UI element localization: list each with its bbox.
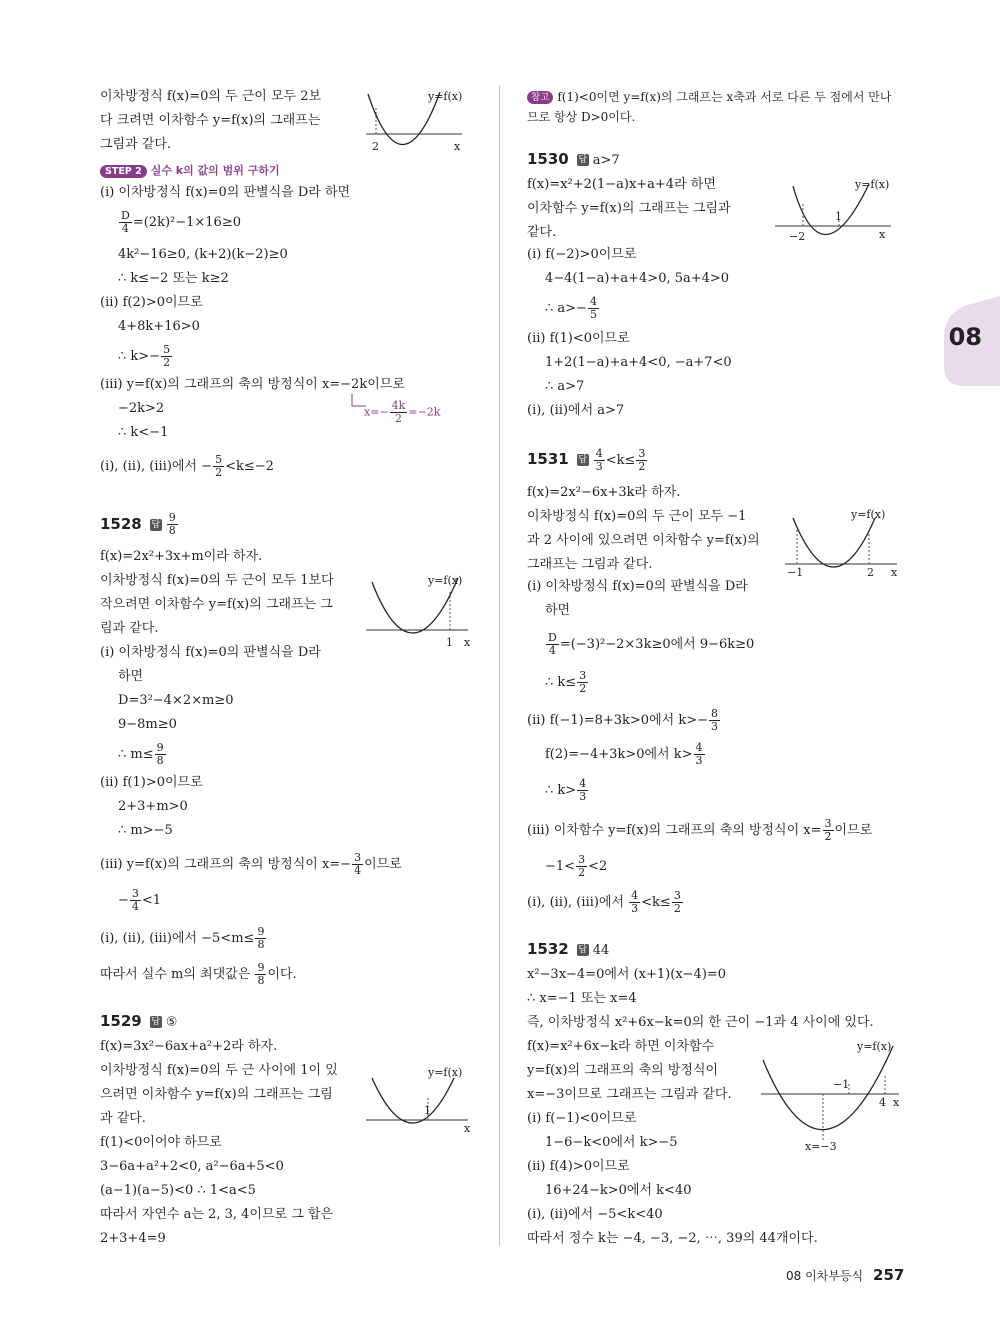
answer-icon: 답 xyxy=(151,519,161,530)
p1532-graph-tick-left: −1 xyxy=(833,1078,850,1091)
p1531-line-3: 과 2 사이에 있으려면 이차함수 y=f(x)의 xyxy=(527,533,760,548)
page-number: 257 xyxy=(873,1266,905,1284)
answer-icon: 답 xyxy=(578,944,588,955)
p1532-line-5: y=f(x)의 그래프의 축의 방정식이 xyxy=(527,1063,719,1078)
p1532-line-6: x=−3이므로 그래프는 그림과 같다. xyxy=(527,1087,732,1102)
s2-line-8: (ⅲ) y=f(x)의 그래프의 축의 방정식이 x=−2k이므로 xyxy=(100,377,405,392)
p1532-graph-vertex: x=−3 xyxy=(805,1140,837,1152)
p1528-line-11: 2+3+m>0 xyxy=(118,799,188,814)
answer-icon: 답 xyxy=(578,154,588,165)
p1531-line-4: 그래프는 그림과 같다. xyxy=(527,557,653,572)
five-halves-fraction: $\frac{5}{2}$ xyxy=(163,343,171,369)
s2-line-6: 4+8k+16>0 xyxy=(118,319,200,334)
step2-badge: STEP 2 xyxy=(100,165,147,178)
chapter-tab-label: 08 xyxy=(948,323,982,351)
p1529-line-1: f(x)=3x²−6ax+a²+2라 하자. xyxy=(100,1039,278,1054)
intro-parabola-graph xyxy=(362,86,480,158)
p1530-line-4: (ⅰ) f(−2)>0이므로 xyxy=(527,247,637,262)
p1529-line-4: 과 같다. xyxy=(100,1111,146,1126)
p1532-line-8: 1−6−k<0에서 k>−5 xyxy=(545,1135,678,1150)
p1530-line-1: f(x)=x²+2(1−a)x+a+4라 하면 xyxy=(527,177,716,192)
p1531-line-10: f(2)=−4+3k>0에서 k> $\frac{4}{3}$ xyxy=(545,741,703,767)
p1530-line-6: ∴ a>− $\frac{4}{5}$ xyxy=(545,295,597,321)
p1528-parabola-graph xyxy=(362,568,480,658)
s2-line-3: 4k²−16≥0, (k+2)(k−2)≥0 xyxy=(118,247,288,262)
p1528-line-6: 하면 xyxy=(118,669,144,684)
answer-icon: 답 xyxy=(151,1016,161,1027)
p1532-line-10: 16+24−k>0에서 k<40 xyxy=(545,1183,692,1198)
p1528-line-7: D=3²−4×2×m≥0 xyxy=(118,693,234,708)
intro-line-2: 다 크려면 이차함수 y=f(x)의 그래프는 xyxy=(100,113,321,128)
problem-1532-header: 1532 답 44 xyxy=(527,940,610,958)
answer-icon: 답 xyxy=(578,454,588,465)
p1530-line-10: (ⅰ), (ⅱ)에서 a>7 xyxy=(527,403,625,418)
p1531-line-13: −1< $\frac{3}{2}$ <2 xyxy=(545,853,608,879)
s2-line-5: (ⅱ) f(2)>0이므로 xyxy=(100,295,203,310)
p1531-graph-tick-right: 2 xyxy=(867,566,874,579)
p1529-parabola-graph xyxy=(362,1060,480,1150)
p1528-line-10: (ⅱ) f(1)>0이므로 xyxy=(100,775,203,790)
note-line-2: 므로 항상 D>0이다. xyxy=(527,110,636,124)
p1528-graph-tick: 1 xyxy=(446,636,453,649)
step2-title: 실수 k의 값의 범위 구하기 xyxy=(150,164,280,177)
p1528-line-5: (ⅰ) 이차방정식 f(x)=0의 판별식을 D라 xyxy=(100,645,321,660)
p1530-parabola-graph xyxy=(773,174,903,254)
p1530-graph-tick-right: 1 xyxy=(835,210,842,223)
p1532-parabola-graph xyxy=(757,1036,907,1152)
problem-1528-header: 1528 답 $\frac{9}{8}$ xyxy=(100,511,176,537)
s2-line-9: −2k>2 xyxy=(118,401,165,416)
p1529-line-5: f(1)<0이어야 하므로 xyxy=(100,1135,222,1150)
p1532-graph-label: y=f(x) xyxy=(857,1040,892,1053)
intro-graph-axis: x xyxy=(454,140,461,153)
p1530-graph-tick-left: −2 xyxy=(789,230,806,243)
intro-line-1: 이차방정식 f(x)=0의 두 근이 모두 2보 xyxy=(100,89,322,104)
p1532-line-12: 따라서 정수 k는 −4, −3, −2, ⋯, 39의 44개이다. xyxy=(527,1231,818,1246)
p1531-line-12: (ⅲ) 이차함수 y=f(x)의 그래프의 축의 방정식이 x= $\frac{3}{2}$ 이므로 xyxy=(527,817,873,843)
p1528-line-14: − $\frac{3}{4}$ <1 xyxy=(118,887,162,913)
s2-line-10: ∴ k<−1 xyxy=(118,425,169,440)
p1528-line-12: ∴ m>−5 xyxy=(118,823,173,838)
p1528-graph-axis: x xyxy=(464,636,471,649)
p1532-graph-tick-right: 4 xyxy=(879,1096,886,1109)
p1529-line-6: 3−6a+a²+2<0, a²−6a+5<0 xyxy=(100,1159,284,1174)
p1529-graph-axis: x xyxy=(464,1122,471,1135)
p1528-line-9: ∴ m≤ $\frac{9}{8}$ xyxy=(118,741,164,767)
intro-line-3: 그림과 같다. xyxy=(100,137,172,152)
p1531-graph-tick-left: −1 xyxy=(787,566,804,579)
p1529-line-3: 으려면 이차함수 y=f(x)의 그래프는 그림 xyxy=(100,1087,333,1102)
p1532-line-3: 즉, 이차방정식 x²+6x−k=0의 한 근이 −1과 4 사이에 있다. xyxy=(527,1015,874,1030)
s2-line-4: ∴ k≤−2 또는 k≥2 xyxy=(118,271,229,286)
p1532-line-2: ∴ x=−1 또는 x=4 xyxy=(527,991,637,1006)
step2-heading xyxy=(100,162,280,178)
p1528-line-16: 따라서 실수 m의 최댓값은 $\frac{9}{8}$ 이다. xyxy=(100,961,297,987)
p1530-graph-axis: x xyxy=(879,228,886,241)
intro-graph-label: y=f(x) xyxy=(428,90,463,103)
p1532-line-9: (ⅱ) f(4)>0이므로 xyxy=(527,1159,630,1174)
p1529-line-7: (a−1)(a−5)<0 ∴ 1<a<5 xyxy=(100,1183,256,1198)
p1531-line-5: (ⅰ) 이차방정식 f(x)=0의 판별식을 D라 xyxy=(527,579,748,594)
p1528-line-4: 림과 같다. xyxy=(100,621,159,636)
intro-graph-tick: 2 xyxy=(372,140,379,153)
p1529-line-8: 따라서 자연수 a는 2, 3, 4이므로 그 합은 xyxy=(100,1207,334,1222)
problem-1529-header: 1529 답 ⑤ xyxy=(100,1012,178,1030)
axis-note: x=− $\frac{4k}{2}$ =−2k xyxy=(364,399,441,425)
p1528-line-15: (ⅰ), (ⅱ), (ⅲ)에서 −5<m≤ $\frac{9}{8}$ xyxy=(100,925,265,951)
p1531-line-9: (ⅱ) f(−1)=8+3k>0에서 k>− $\frac{8}{3}$ xyxy=(527,707,718,733)
axis-note-arrow xyxy=(350,394,370,414)
problem-1530-header: 1530 답 a>7 xyxy=(527,150,620,168)
p1531-line-11: ∴ k> $\frac{4}{3}$ xyxy=(545,777,587,803)
p1531-line-8: ∴ k≤ $\frac{3}{2}$ xyxy=(545,669,587,695)
note-badge: 참고 xyxy=(527,91,553,104)
p1531-graph-axis: x xyxy=(891,566,898,579)
p1530-graph-label: y=f(x) xyxy=(855,178,890,191)
p1530-line-5: 4−4(1−a)+a+4>0, 5a+4>0 xyxy=(545,271,730,286)
p1532-line-4: f(x)=x²+6x−k라 하면 이차함수 xyxy=(527,1039,715,1054)
p1528-line-1: f(x)=2x²+3x+m이라 하자. xyxy=(100,549,263,564)
p1531-line-2: 이차방정식 f(x)=0의 두 근이 모두 −1 xyxy=(527,509,747,524)
p1528-line-2: 이차방정식 f(x)=0의 두 근이 모두 1보다 xyxy=(100,573,334,588)
p1528-line-8: 9−8m≥0 xyxy=(118,717,177,732)
s2-line-2: $\frac{D}{4}$ =(2k)²−1×16≥0 xyxy=(121,209,241,235)
note-line-1: 참고 f(1)<0이면 y=f(x)의 그래프는 x축과 서로 다른 두 점에서 만나 xyxy=(527,88,891,106)
p1529-line-9: 2+3+4=9 xyxy=(100,1231,166,1246)
p1531-line-14: (ⅰ), (ⅱ), (ⅲ)에서 $\frac{4}{3}$ <k≤ $\frac{3}{2}$ xyxy=(527,889,681,915)
p1529-graph-label: y=f(x) xyxy=(428,1066,463,1079)
page-footer xyxy=(786,1266,904,1284)
p1531-line-1: f(x)=2x²−6x+3k라 하자. xyxy=(527,485,681,500)
s2-line-7: ∴ k>− $\frac{5}{2}$ xyxy=(118,343,171,369)
footer-chapter-title: 08 이차부등식 xyxy=(786,1269,864,1283)
p1532-line-1: x²−3x−4=0에서 (x+1)(x−4)=0 xyxy=(527,967,727,982)
p1532-graph-axis: x xyxy=(893,1096,900,1109)
p1528-line-13: (ⅲ) y=f(x)의 그래프의 축의 방정식이 x=− $\frac{3}{4}$ 이므로 xyxy=(100,851,402,877)
d-over-4-fraction: $\frac{D}{4}$ xyxy=(121,209,130,235)
p1531-graph-label: y=f(x) xyxy=(851,508,886,521)
s2-line-11: (ⅰ), (ⅱ), (ⅲ)에서 − $\frac{5}{2}$ <k≤−2 xyxy=(100,453,274,479)
s2-line-1: (ⅰ) 이차방정식 f(x)=0의 판별식을 D라 하면 xyxy=(100,185,351,200)
p1531-line-6: 하면 xyxy=(545,603,571,618)
p1532-line-11: (ⅰ), (ⅱ)에서 −5<k<40 xyxy=(527,1207,663,1222)
p1532-line-7: (ⅰ) f(−1)<0이므로 xyxy=(527,1111,637,1126)
p1529-line-2: 이차방정식 f(x)=0의 두 근 사이에 1이 있 xyxy=(100,1063,338,1078)
p1528-line-3: 작으려면 이차함수 y=f(x)의 그래프는 그 xyxy=(100,597,333,612)
p1528-graph-label: y=f(x) xyxy=(428,574,463,587)
p1530-line-8: 1+2(1−a)+a+4<0, −a+7<0 xyxy=(545,355,732,370)
p1529-graph-tick: 1 xyxy=(424,1104,431,1117)
p1530-line-2: 이차함수 y=f(x)의 그래프는 그림과 xyxy=(527,201,731,216)
p1530-line-7: (ⅱ) f(1)<0이므로 xyxy=(527,331,630,346)
p1531-parabola-graph xyxy=(779,504,907,590)
p1530-line-9: ∴ a>7 xyxy=(545,379,585,394)
problem-1531-header: 1531 답 $\frac{4}{3}$ <k≤ $\frac{3}{2}$ xyxy=(527,447,646,473)
p1531-line-7: $\frac{D}{4}$ =(−3)²−2×3k≥0에서 9−6k≥0 xyxy=(548,631,755,657)
column-divider xyxy=(499,86,500,1246)
p1530-line-3: 같다. xyxy=(527,225,557,240)
